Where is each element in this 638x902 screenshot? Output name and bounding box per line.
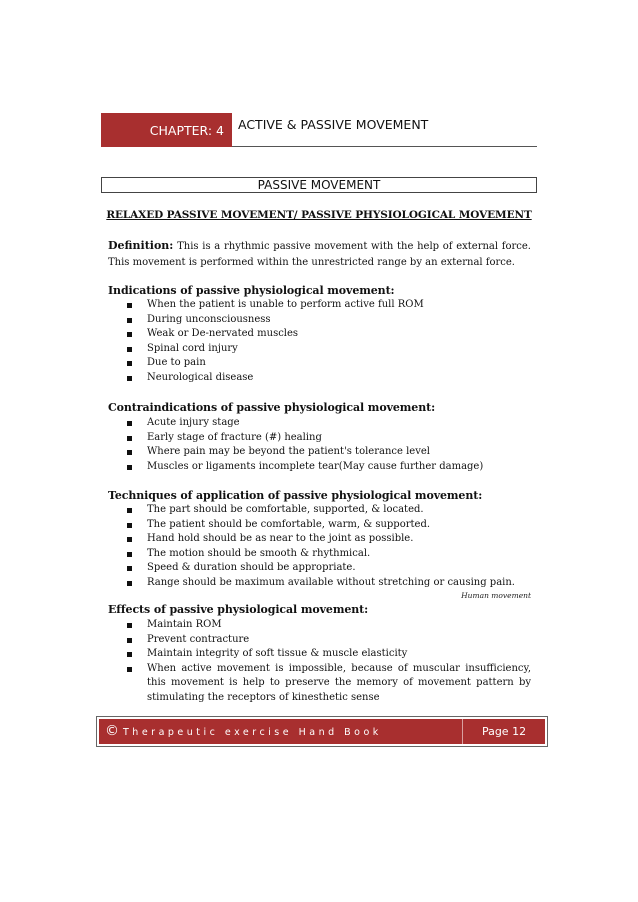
bullet-icon <box>127 638 132 643</box>
page-footer <box>96 716 548 747</box>
bullet-icon <box>127 623 132 628</box>
list-item-text: Range should be maximum available without stretching or causing pain. <box>147 576 515 588</box>
list-item <box>125 618 531 633</box>
definition-paragraph <box>108 238 531 271</box>
list-item-text: Due to pain <box>147 357 206 368</box>
list-item-text: Hand hold should be as near to the joint as possible. <box>147 533 414 544</box>
bullet-icon <box>127 566 132 571</box>
image-caption: Human movement <box>461 591 531 600</box>
list-item <box>125 561 531 576</box>
list-item-text: The motion should be smooth & rhythmical. <box>147 547 371 559</box>
bullet-icon <box>127 318 132 323</box>
list-item-text: Where pain may be beyond the patient's tolerance level <box>147 446 430 457</box>
bullet-icon <box>127 332 132 337</box>
chapter-divider <box>232 146 537 147</box>
list-item <box>125 356 531 371</box>
list-item-text: Speed & duration should be appropriate. <box>147 562 356 573</box>
list-item <box>125 662 531 706</box>
chapter-header <box>101 113 537 147</box>
bullet-icon <box>127 537 132 542</box>
footer-book-title <box>105 719 382 744</box>
list-item-text: Maintain ROM <box>147 619 222 630</box>
techniques-heading: Techniques of application of passive physiological movement: <box>108 489 483 502</box>
copyright-icon: © <box>105 723 119 739</box>
list-item <box>125 503 531 518</box>
page-number: Page 12 <box>462 719 545 744</box>
list-item <box>125 518 531 533</box>
list-item-text: Spinal cord injury <box>147 342 238 354</box>
footer-book-title-text: Therapeutic exercise Hand Book <box>123 727 382 738</box>
chapter-tag: CHAPTER: 4 <box>101 113 232 147</box>
list-item <box>125 532 531 547</box>
indications-list <box>125 298 531 385</box>
subheading: RELAXED PASSIVE MOVEMENT/ PASSIVE PHYSIOLOGICAL MOVEMENT <box>106 209 532 221</box>
list-item <box>125 431 531 446</box>
list-item-text: When the patient is unable to perform active full ROM <box>147 299 424 310</box>
list-item <box>125 327 531 342</box>
section-title: PASSIVE MOVEMENT <box>101 177 537 193</box>
indications-heading: Indications of passive physiological movement: <box>108 284 395 297</box>
list-item <box>125 445 531 460</box>
bullet-icon <box>127 552 132 557</box>
definition-text: This is a rhythmic passive movement with the help of external force. This movement is performed within the unrestricted range by an external force. <box>108 241 531 268</box>
list-item <box>125 371 531 386</box>
chapter-title: ACTIVE & PASSIVE MOVEMENT <box>238 117 429 132</box>
footer-bar <box>99 719 545 744</box>
list-item <box>125 298 531 313</box>
bullet-icon <box>127 581 132 586</box>
bullet-icon <box>127 303 132 308</box>
list-item <box>125 416 531 431</box>
effects-heading: Effects of passive physiological movement: <box>108 603 369 616</box>
bullet-icon <box>127 450 132 455</box>
list-item-text: Neurological disease <box>147 371 254 383</box>
list-item <box>125 633 531 648</box>
list-item-text: When active movement is impossible, because of muscular insufficiency, this movement is help to preserve the memory of movement pattern by stimulating the receptors of kinesthetic sense <box>147 662 531 703</box>
list-item-text: Acute injury stage <box>147 417 240 428</box>
list-item-text: Weak or De-nervated muscles <box>147 328 299 339</box>
list-item-text: Early stage of fracture (#) healing <box>147 431 322 443</box>
list-item-text: Muscles or ligaments incomplete tear(May cause further damage) <box>147 460 484 472</box>
list-item <box>125 313 531 328</box>
bullet-icon <box>127 508 132 513</box>
bullet-icon <box>127 667 132 672</box>
bullet-icon <box>127 523 132 528</box>
contraindications-list <box>125 416 531 474</box>
bullet-icon <box>127 652 132 657</box>
list-item-text: During unconsciousness <box>147 313 271 325</box>
bullet-icon <box>127 361 132 366</box>
list-item <box>125 576 531 591</box>
effects-list <box>125 618 531 705</box>
bullet-icon <box>127 421 132 426</box>
list-item <box>125 647 531 662</box>
list-item <box>125 547 531 562</box>
list-item-text: The patient should be comfortable, warm, & supported. <box>147 518 431 530</box>
list-item-text: Maintain integrity of soft tissue & muscle elasticity <box>147 648 408 659</box>
list-item-text: Prevent contracture <box>147 633 250 645</box>
bullet-icon <box>127 347 132 352</box>
bullet-icon <box>127 465 132 470</box>
list-item <box>125 342 531 357</box>
bullet-icon <box>127 436 132 441</box>
bullet-icon <box>127 376 132 381</box>
definition-label: Definition: <box>108 239 174 252</box>
list-item <box>125 460 531 475</box>
contraindications-heading: Contraindications of passive physiological movement: <box>108 401 436 414</box>
techniques-list <box>125 503 531 590</box>
list-item-text: The part should be comfortable, supported, & located. <box>147 504 424 515</box>
